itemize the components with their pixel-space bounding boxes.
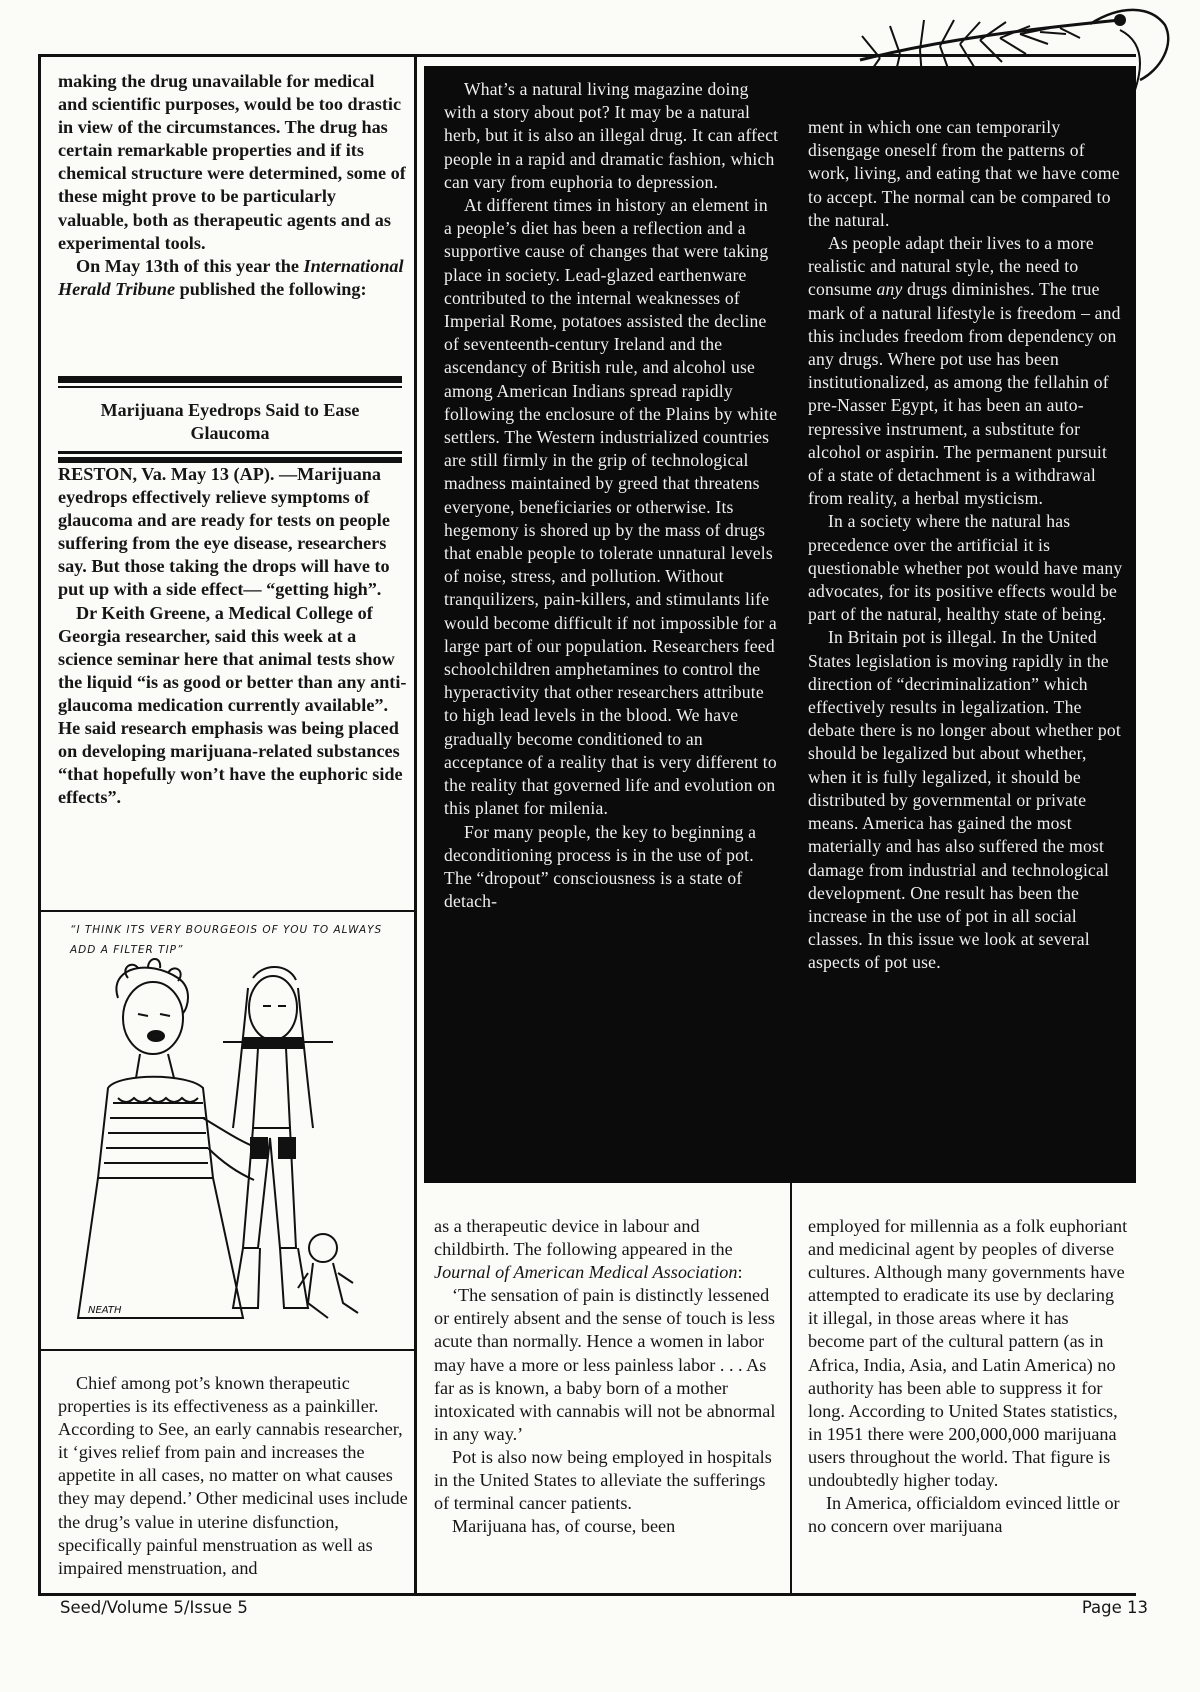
cartoon-illustration — [58, 918, 408, 1342]
text: as a therapeutic device in labour and childbirth. The following appeared in the — [434, 1216, 733, 1260]
paragraph: What’s a natural living magazine doing with a story about pot? It may be a natural herb, but it is also an illegal drug. It can affect people in a rapid and dramatic fashion, which can vary from euphoria to depression. — [444, 79, 779, 192]
text: : — [737, 1262, 743, 1283]
footer-issue: Seed/Volume 5/Issue 5 — [60, 1598, 248, 1617]
paragraph: employed for millennia as a folk euphoriant and medicinal agent by peoples of diverse cultures. Although many governments have attempted to eradicate its use by declaring it illegal, in those areas where it has become part of the cultural pattern (as in Africa, India, Asia, and Latin America) no authority has been able to suppress it for long. According to United States statistics, in 1951 there were 200,000,000 marijuana users throughout the world. That figure is undoubtedly higher today. — [808, 1216, 1128, 1491]
column-c — [808, 1215, 1128, 1538]
paragraph: ment in which one can temporarily disengage oneself from the patterns of work, living, and eating that we have come to accept. The normal can be compared to the natural. — [808, 117, 1120, 230]
divider — [40, 1349, 415, 1351]
editorial-column-1 — [444, 78, 779, 913]
column-a-bottom — [58, 1372, 408, 1580]
paragraph: Chief among pot’s known therapeutic properties is its effectiveness as a painkiller. According to See, an early cannabis researcher, it ‘gives relief from pain and increases the appetite in all cases, no matter on what causes they may depend.’ Other medicinal uses include the drug’s value in uterine disfunction, specifically painful menstruation as well as impaired menstruation, and — [58, 1373, 408, 1578]
news-headline: Marijuana Eyedrops Said to Ease Glaucoma — [100, 400, 360, 443]
paragraph: For many people, the key to beginning a deconditioning process is in the use of pot. The “dropout” consciousness is a state of detach- — [444, 821, 757, 912]
text: published the following: — [175, 278, 367, 299]
paragraph: At different times in history an element in a people’s diet has been a reflection and a supportive cause of changes that were taking place in society. Lead-glazed earthenware contributed to the internal weaknesses of Imperial Rome, potatoes assisted the decline of seventeenth-century Ireland and the ascendancy of British rule, and alcohol use among American Indians spread rapidly following the enclosure of the Plains by white settlers. The Western industrialized countries are still firmly in the grip of technological madness maintained by greed that threatens everyone, beneficiaries or otherwise. Its hegemony is shored up by the mass of drugs that enable people to tolerate unnatural levels of noise, stress, and pollution. Without tranquilizers, pain-killers, and stimulants life would become difficult if not impossible for a large part of our population. Researchers feed schoolchildren amphetamines to control the hyperactivity that other researchers attribute to high lead levels in the blood. We have gradually become conditioned to an acceptance of a reality that is very different to the reality that governed life and evolution on this planet for milenia. — [444, 195, 778, 819]
text: drugs diminishes. The true mark of a natural lifestyle is freedom – and this includes freedom from dependency on any drugs. Where pot use has been institutionalized, as among the fellahin of pre-Nasser Egypt, it has been an auto-repressive instrument, a substitute for alcohol or aspirin. The permanent pursuit of a state of detachment is a withdrawal from reality, a herbal mysticism. — [808, 279, 1121, 509]
rule-top — [58, 376, 402, 383]
emphasis: any — [876, 279, 903, 300]
column-divider-left — [414, 56, 417, 1596]
paragraph: making the drug unavailable for medical and scientific purposes, would be too drastic in view of the circumstances. The drug has certain remarkable properties and if its chemical structure were determined, some of these might prove to be particularly valuable, both as therapeutic agents and as experimental tools. — [58, 71, 406, 253]
column-b — [434, 1215, 778, 1538]
paragraph — [434, 1215, 778, 1284]
column-a-top — [58, 70, 408, 301]
cartoon-signature: NEATH — [88, 1305, 122, 1316]
journal-title: Journal of American Medical Association — [434, 1262, 738, 1283]
paragraph — [58, 255, 408, 301]
paragraph: Pot is also now being employed in hospitals in the United States to alleviate the sufferings of terminal cancer patients. — [434, 1446, 772, 1514]
divider — [40, 910, 415, 912]
paragraph — [808, 232, 1126, 510]
footer-page-number: Page 13 — [1081, 1598, 1148, 1617]
publication-title: International Herald Tribune — [58, 255, 404, 299]
rule-bottom-thin — [58, 451, 402, 454]
paragraph: In America, officialdom evinced little or no concern over marijuana — [808, 1493, 1120, 1537]
cartoon-caption: “I THINK ITS VERY BOURGEOIS OF YOU TO ALWAYS ADD A FILTER TIP” — [70, 924, 383, 956]
paragraph: In a society where the natural has precedence over the artificial it is questionable whether pot would have many advocates, for its positive effects would be part of the natural, healthy state of being. — [808, 511, 1123, 625]
paragraph: RESTON, Va. May 13 (AP). —Marijuana eyedrops effectively relieve symptoms of glaucoma and are ready for tests on people suffering from the eye disease, researchers say. But those taking the drops will have to put up with a side effect— “getting high”. — [58, 464, 390, 600]
news-article — [58, 463, 408, 809]
paragraph: In Britain pot is illegal. In the United States legislation is moving rapidly in the direction of “decriminalization” which effectively results in legalization. The debate there is no longer about whether pot should be legalized but about whether, when it is fully legalized, it should be distributed by governmental or private means. America has gained the most materially and has also suffered the most damage from industrial and technological development. One result has been the increase in the use of pot in all social classes. In this issue we look at several aspects of pot use. — [808, 627, 1121, 973]
column-divider-lower — [790, 1183, 792, 1596]
news-headline-box — [58, 376, 402, 463]
paragraph: Marijuana has, of course, been — [452, 1516, 676, 1537]
paragraph: ‘The sensation of pain is distinctly lessened or entirely absent and the sense of touch is less acute than normally. Hence a women in labor may have a more or less painless labor . . . As far as is known, a baby born of a mother intoxicated with cannabis will not be abnormal in any way.’ — [434, 1285, 776, 1444]
paragraph: Dr Keith Greene, a Medical College of Georgia researcher, said this week at a science seminar here that animal tests show the liquid “is as good or better than any anti-glaucoma medication currently available”. He said research emphasis was being placed on developing marijuana-related substances “that hopefully won’t have the euphoric side effects”. — [58, 602, 407, 808]
editorial-column-2 — [808, 116, 1126, 975]
text: As people adapt their lives to a more realistic and natural style, the need to consume — [808, 233, 1094, 300]
text: On May 13th of this year the — [76, 255, 299, 276]
